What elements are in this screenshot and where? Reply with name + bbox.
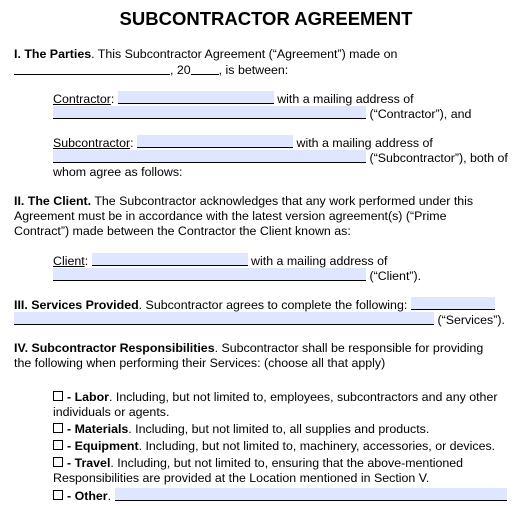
contractor-colon: :: [110, 92, 115, 106]
responsibilities-line-1: [14, 341, 483, 356]
contractor-name-field[interactable]: [118, 91, 274, 104]
parties-line-2: [14, 62, 288, 78]
agreement-date-field[interactable]: [14, 62, 170, 75]
subcontractor-suffix: (“Subcontractor”), both of: [369, 151, 508, 165]
equipment-label: - Equipment: [67, 439, 139, 453]
other-checkbox[interactable]: [53, 490, 63, 500]
services-text: . Subcontractor agrees to complete the following:: [138, 298, 408, 312]
contractor-suffix: (“Contractor”), and: [369, 107, 472, 121]
responsibilities-heading: IV. Subcontractor Responsibilities: [14, 341, 215, 355]
subcontractor-label: Subcontractor: [53, 136, 131, 150]
services-field-1[interactable]: [411, 297, 495, 310]
labor-checkbox[interactable]: [53, 391, 63, 401]
travel-text: . Including, but not limited to, ensuring that the above-mentioned: [110, 456, 464, 470]
contractor-label: Contractor: [53, 92, 111, 106]
client-line-3: Contract”) made between the Contractor the Client known as:: [14, 224, 351, 238]
client-name-field[interactable]: [92, 253, 248, 266]
services-suffix: (“Services”).: [437, 313, 505, 327]
contractor-line: [53, 91, 414, 107]
labor-label: - Labor: [67, 390, 109, 404]
client-address-line: [53, 268, 421, 284]
services-field-2[interactable]: [14, 312, 434, 325]
labor-text-2: individuals or agents.: [53, 405, 170, 419]
parties-text-2: , is between:: [218, 63, 289, 77]
equipment-checkbox[interactable]: [53, 440, 63, 450]
other-text: .: [107, 489, 112, 503]
client-line-2: Agreement must be in accordance with the latest version agreement(s) (“Prime: [14, 209, 447, 223]
year-field[interactable]: [191, 62, 219, 75]
services-line-2: [14, 312, 505, 328]
client-mailing-text: with a mailing address of: [251, 254, 388, 268]
other-field[interactable]: [115, 488, 507, 501]
client-colon: :: [84, 254, 89, 268]
materials-checkbox[interactable]: [53, 423, 63, 433]
other-item: [53, 488, 507, 504]
subcontractor-colon: :: [130, 136, 134, 150]
travel-text-2: Responsibilities are provided at the Location mentioned in Section V.: [53, 471, 430, 485]
equipment-text: . Including, but not limited to, machinery, accessories, or devices.: [138, 439, 496, 453]
parties-heading: I. The Parties: [14, 47, 92, 61]
responsibilities-text-1: . Subcontractor shall be responsible for providing: [214, 341, 484, 355]
client-label: Client: [53, 254, 85, 268]
client-heading: II. The Client.: [14, 194, 92, 208]
responsibilities-line-2: the following when performing their Services: (choose all that apply): [14, 356, 386, 370]
equipment-item: [53, 439, 495, 454]
subcontractor-line: [53, 135, 433, 151]
labor-text: . Including, but not limited to, employees, subcontractors and any other: [109, 390, 498, 404]
contractor-mailing-text: with a mailing address of: [277, 92, 414, 106]
labor-item: [53, 390, 497, 405]
client-name-line: [53, 253, 387, 269]
document-title: SUBCONTRACTOR AGREEMENT: [119, 8, 413, 29]
services-heading: III. Services Provided: [14, 298, 139, 312]
services-line-1: [14, 297, 495, 313]
parties-line-1: [14, 47, 397, 62]
materials-label: - Materials: [67, 422, 129, 436]
parties-text-1: . This Subcontractor Agreement (“Agreement”) made on: [91, 47, 398, 61]
client-address-field[interactable]: [53, 268, 366, 281]
travel-label: - Travel: [67, 456, 111, 470]
client-suffix: (“Client”).: [369, 269, 422, 283]
subcontractor-name-field[interactable]: [137, 135, 293, 148]
subcontractor-address-line: [53, 150, 508, 166]
client-line-1: [14, 194, 473, 209]
contractor-address-field[interactable]: [53, 106, 366, 119]
client-text-1: The Subcontractor acknowledges that any work performed under this: [91, 194, 474, 208]
other-label: - Other: [67, 489, 108, 503]
materials-item: [53, 422, 429, 437]
year-prefix: , 20: [170, 63, 191, 77]
travel-checkbox[interactable]: [53, 457, 63, 467]
contractor-address-line: [53, 106, 471, 122]
whom-agree-text: whom agree as follows:: [53, 165, 183, 179]
subcontractor-address-field[interactable]: [53, 150, 366, 163]
materials-text: . Including, but not limited to, all supplies and products.: [128, 422, 430, 436]
subcontractor-mailing-text: with a mailing address of: [296, 136, 433, 150]
travel-item: [53, 456, 463, 471]
